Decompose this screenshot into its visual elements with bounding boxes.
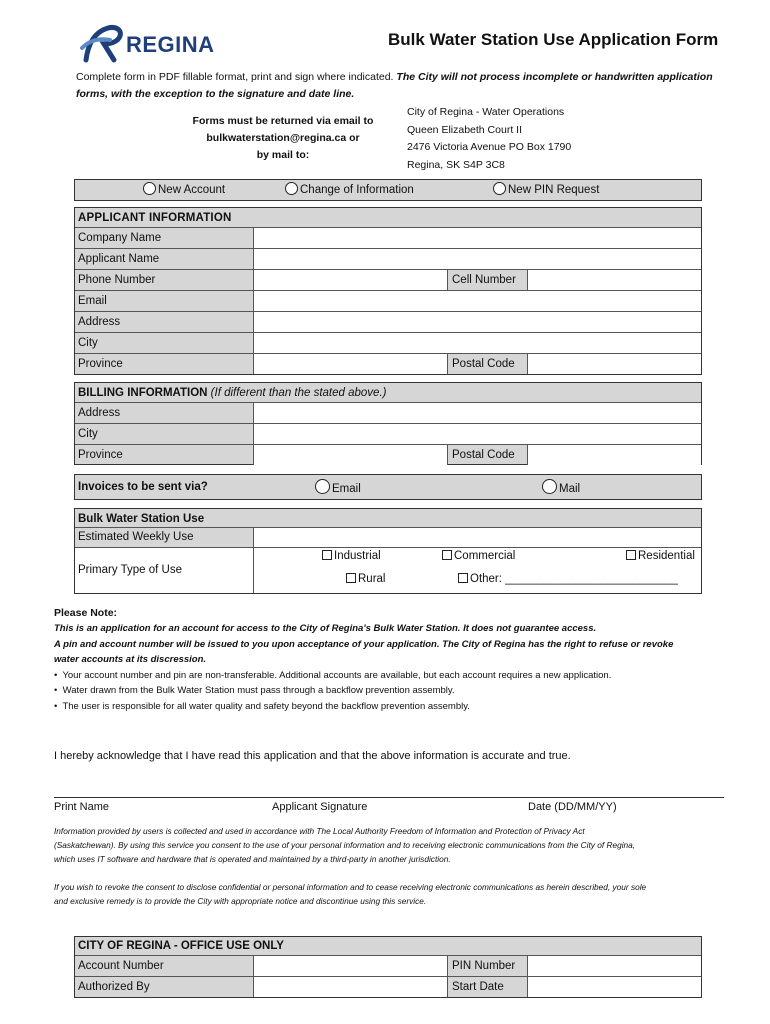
send-line-3: by mail to: <box>256 149 310 161</box>
billing-heading-title: BILLING INFORMATION <box>78 387 208 399</box>
billing-information-section <box>74 382 702 465</box>
row-billing-city <box>75 423 701 444</box>
regina-logo-icon <box>80 22 126 64</box>
billing-province-field[interactable] <box>253 445 447 465</box>
account-number-field[interactable] <box>253 956 447 976</box>
note-bullet-2: • Water drawn from the Bulk Water Station must pass through a backflow prevention assembly. <box>54 685 455 696</box>
email-label: Email <box>78 295 107 307</box>
note-line-3: water accounts at its discression. <box>54 654 207 665</box>
row-weekly-use <box>75 527 701 547</box>
invoice-label: Invoices to be sent via? <box>78 481 208 493</box>
row-applicant-name <box>75 248 701 269</box>
office-heading: CITY OF REGINA - OFFICE USE ONLY <box>78 940 284 952</box>
start-date-label: Start Date <box>447 977 527 997</box>
billing-heading <box>78 383 386 403</box>
company-name-field[interactable] <box>253 228 701 248</box>
invoice-delivery-bar <box>74 474 702 500</box>
office-use-section <box>74 936 702 998</box>
pin-number-field[interactable] <box>527 956 701 976</box>
checkbox-icon[interactable] <box>442 550 452 560</box>
phone-label: Phone Number <box>78 274 156 286</box>
province-label: Province <box>78 358 123 370</box>
company-label: Company Name <box>78 232 162 244</box>
row-authorized-by <box>75 976 701 997</box>
option-new-pin[interactable]: New PIN Request <box>493 182 599 196</box>
billing-city-field[interactable] <box>253 424 701 444</box>
row-city <box>75 332 701 353</box>
form-title: Bulk Water Station Use Application Form <box>388 30 719 49</box>
address-line-4: Regina, SK S4P 3C8 <box>407 158 505 171</box>
postal-code-field[interactable] <box>527 354 701 374</box>
acknowledgement-text: I hereby acknowledge that I have read this application and that the above information is accurate and true. <box>54 750 571 762</box>
checkbox-icon[interactable] <box>346 573 356 583</box>
use-heading: Bulk Water Station Use <box>78 513 205 525</box>
send-email-address: bulkwaterstation@regina.ca or <box>206 132 360 144</box>
use-rural[interactable]: Rural <box>346 573 385 585</box>
authorized-by-label: Authorized By <box>78 981 150 993</box>
checkbox-icon[interactable] <box>626 550 636 560</box>
date-label: Date (DD/MM/YY) <box>528 801 617 813</box>
address-field[interactable] <box>253 312 701 332</box>
option-change-information[interactable]: Change of Information <box>285 182 414 196</box>
weekly-use-field[interactable] <box>253 528 701 547</box>
address-line-3: 2476 Victoria Avenue PO Box 1790 <box>407 141 572 153</box>
city-logo <box>80 22 220 64</box>
billing-postal-field[interactable] <box>527 445 701 465</box>
billing-heading-note: (If different than the stated above.) <box>207 387 387 399</box>
primary-use-options <box>253 548 701 593</box>
address-label: Address <box>78 316 121 328</box>
phone-number-field[interactable] <box>253 270 447 290</box>
option-new-account[interactable]: New Account <box>143 182 225 196</box>
weekly-use-label: Estimated Weekly Use <box>78 531 194 543</box>
use-commercial[interactable]: Commercial <box>442 550 515 562</box>
row-company <box>75 227 701 248</box>
notes-heading: Please Note: <box>54 607 118 619</box>
address-line-2: Queen Elizabeth Court II <box>407 123 522 136</box>
signature-label: Applicant Signature <box>272 801 368 813</box>
use-residential[interactable]: Residential <box>626 550 695 562</box>
checkbox-icon[interactable] <box>458 573 468 583</box>
checkbox-icon[interactable] <box>322 550 332 560</box>
note-bullet-3: • The user is responsible for all water quality and safety beyond the backflow prevention assembly. <box>54 701 470 712</box>
city-label: City <box>78 337 98 349</box>
billing-city-label: City <box>78 428 98 440</box>
radio-icon[interactable] <box>542 479 557 494</box>
row-billing-province <box>75 444 701 465</box>
applicant-name-label: Applicant Name <box>78 253 160 265</box>
authorized-by-field[interactable] <box>253 977 447 997</box>
intro-emphasis: The City will not process incomplete or handwritten application forms, with the exception to the signature and date line. <box>76 71 713 100</box>
station-use-section <box>74 508 702 594</box>
address-line-1: City of Regina - Water Operations <box>407 106 565 118</box>
applicant-information-section <box>74 207 702 375</box>
billing-address-field[interactable] <box>253 403 701 423</box>
print-name-label: Print Name <box>54 801 110 813</box>
mailing-address <box>407 104 571 174</box>
send-instructions <box>168 113 398 164</box>
radio-icon[interactable] <box>493 182 506 195</box>
privacy-statement: Information provided by users is collected and used in accordance with The Local Authority Freedom of Information and Protection of Privacy Act (Saskatchewan). By using this service you consent to the use of your personal information and to receiving electronic communications from the City of Regina, which uses IT software and hardware that is operated and maintained by a third-party in another jurisdiction. <box>54 826 636 864</box>
use-other[interactable]: Other: ___________________________ <box>458 573 678 585</box>
note-line-2: A pin and account number will be issued to you upon acceptance of your application. The City of Regina has the right to refuse or revoke <box>54 639 674 650</box>
row-billing-address <box>75 402 701 423</box>
send-line-1: Forms must be returned via email to <box>192 115 374 127</box>
row-account-number <box>75 955 701 976</box>
applicant-name-field[interactable] <box>253 249 701 269</box>
radio-icon[interactable] <box>315 479 330 494</box>
intro-plain: Complete form in PDF fillable format, print and sign where indicated. <box>76 71 397 83</box>
cell-label: Cell Number <box>447 270 527 290</box>
signature-line <box>54 797 724 798</box>
row-primary-use <box>75 547 701 593</box>
note-bullet-1: • Your account number and pin are non-transferable. Additional accounts are available, but each account requires a new application. <box>54 670 612 681</box>
invoice-option-mail[interactable]: Mail <box>542 479 580 495</box>
primary-use-label: Primary Type of Use <box>78 564 182 576</box>
radio-icon[interactable] <box>143 182 156 195</box>
note-line-1: This is an application for an account for access to the City of Regina's Bulk Water Station. It does not guarantee access. <box>54 623 597 634</box>
city-field[interactable] <box>253 333 701 353</box>
row-address <box>75 311 701 332</box>
request-type-bar <box>74 179 702 201</box>
email-field[interactable] <box>253 291 701 311</box>
start-date-field[interactable] <box>527 977 701 997</box>
account-number-label: Account Number <box>78 960 164 972</box>
section-heading: APPLICANT INFORMATION <box>78 212 232 224</box>
pin-number-label: PIN Number <box>447 956 527 976</box>
row-phone <box>75 269 701 290</box>
use-industrial[interactable]: Industrial <box>322 550 381 562</box>
logo-wordmark: REGINA <box>126 32 215 57</box>
row-email <box>75 290 701 311</box>
billing-province-label: Province <box>78 449 123 461</box>
invoice-option-email[interactable]: Email <box>315 479 361 495</box>
billing-postal-label: Postal Code <box>447 445 527 465</box>
intro-text <box>76 69 716 103</box>
cell-number-field[interactable] <box>527 270 701 290</box>
postal-code-label: Postal Code <box>447 354 527 374</box>
billing-address-label: Address <box>78 407 121 419</box>
row-province <box>75 353 701 374</box>
consent-statement: If you wish to revoke the consent to disclose confidential or personal information and to cease receiving electronic communications as herein described, your sole and exclusive remedy is to provide the City with appropriate notice and discontinue using this service. <box>54 882 647 906</box>
radio-icon[interactable] <box>285 182 298 195</box>
province-field[interactable] <box>253 354 447 374</box>
